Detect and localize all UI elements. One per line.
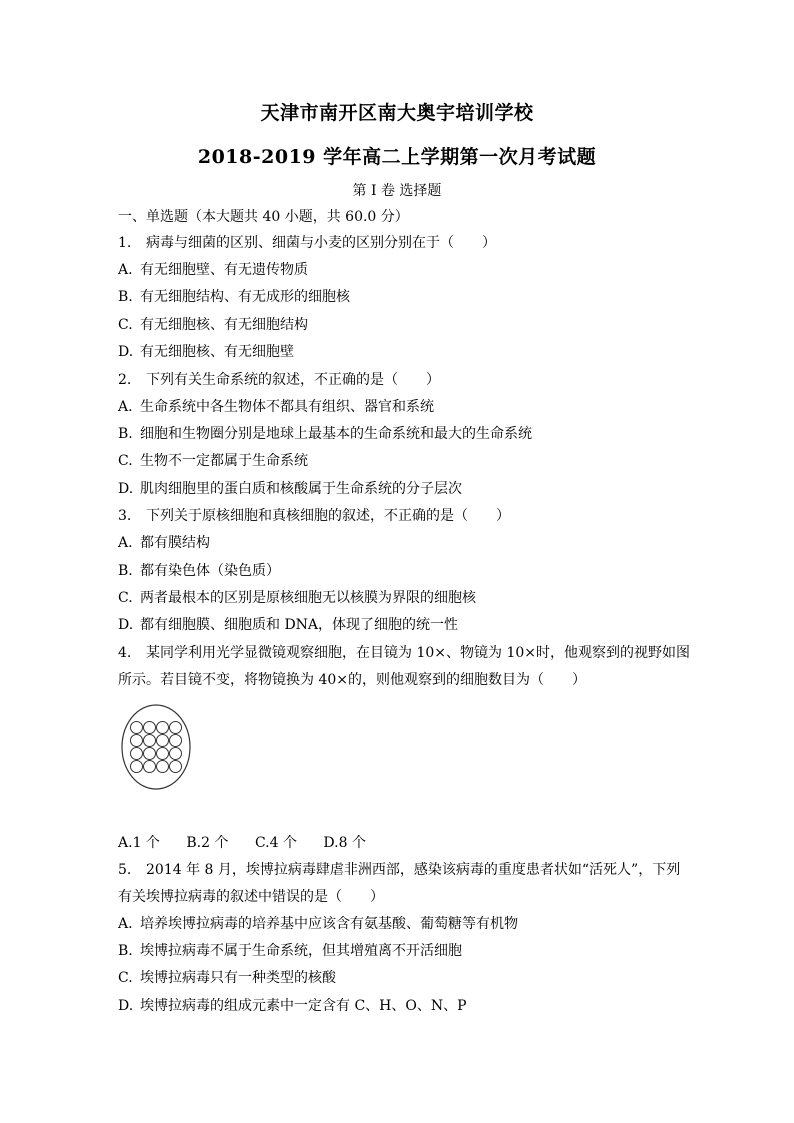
question-number: 3.	[118, 508, 132, 525]
volume-label: 第 I 卷 选择题	[352, 183, 442, 199]
question-text-line2: 有关埃博拉病毒的叙述中错误的是（ ）	[118, 888, 384, 905]
question-stem-continuation	[118, 667, 678, 694]
question-text: 病毒与细菌的区别、细菌与小麦的区别分别在于（ ）	[146, 235, 496, 251]
cell	[170, 734, 182, 746]
option-letter: C.	[118, 453, 133, 470]
option-letter: D.	[323, 834, 339, 851]
option-a	[118, 394, 678, 421]
question-number: 2.	[118, 371, 132, 388]
question-stem	[118, 367, 678, 394]
question-1	[118, 230, 678, 367]
option-text: 两者最根本的区别是原核细胞无以核膜为界限的细胞核	[140, 589, 476, 606]
question-3	[118, 503, 678, 640]
cell	[170, 721, 182, 733]
option-text: 培养埃博拉病毒的培养基中应该含有氨基酸、葡萄糖等有机物	[140, 915, 518, 932]
option-letter: B.	[118, 943, 133, 960]
question-text-line2: 所示。若目镜不变，将物镜换为 40×的，则他观察到的细胞数目为（ ）	[118, 671, 586, 688]
field-of-view-circle	[122, 705, 190, 789]
question-text: 下列关于原核细胞和真核细胞的叙述，不正确的是（ ）	[146, 508, 510, 525]
option-d	[323, 829, 366, 857]
option-b	[186, 829, 228, 857]
option-text: 埃博拉病毒的组成元素中一定含有 C、H、O、N、P	[140, 997, 467, 1014]
cell	[157, 721, 169, 733]
question-5	[118, 857, 681, 1021]
option-d	[118, 612, 678, 639]
option-letter: A.	[118, 915, 133, 932]
option-text: 生物不一定都属于生命系统	[140, 453, 308, 470]
cell-grid	[131, 721, 182, 772]
cell	[144, 760, 156, 772]
option-b	[118, 558, 678, 585]
option-letter: D.	[118, 617, 134, 634]
option-text: 都有细胞膜、细胞质和 DNA，体现了细胞的统一性	[140, 617, 459, 634]
option-b	[118, 938, 678, 965]
option-text: 2 个	[201, 834, 229, 851]
option-letter: C.	[118, 316, 133, 333]
question-stem	[118, 230, 678, 257]
section-heading: 一、单选题（本大题共 40 小题，共 60.0 分）	[118, 209, 409, 225]
question-text: 下列有关生命系统的叙述，不正确的是（ ）	[146, 371, 440, 388]
option-text: 都有膜结构	[140, 535, 210, 552]
option-text: 有无细胞核、有无细胞壁	[140, 344, 294, 361]
question-4	[118, 640, 690, 857]
option-letter: A.	[118, 262, 133, 278]
option-c	[118, 312, 678, 339]
option-letter: C.	[254, 834, 270, 851]
cell	[131, 747, 143, 759]
cell	[157, 760, 169, 772]
option-letter: C.	[118, 589, 133, 606]
microscope-figure	[118, 694, 678, 829]
question-stem	[118, 857, 681, 884]
option-letter: D.	[118, 344, 134, 361]
school-title: 天津市南开区南大奥宇培训学校	[260, 102, 534, 124]
option-text: 4 个	[269, 834, 297, 851]
option-text: 8 个	[338, 834, 366, 851]
cell	[131, 721, 143, 733]
option-text: 埃博拉病毒不属于生命系统，但其增殖离不开活细胞	[140, 943, 462, 960]
option-letter: A.	[118, 398, 133, 415]
option-letter: A.	[118, 535, 133, 552]
option-c	[118, 448, 678, 475]
option-d	[118, 993, 678, 1020]
option-letter: A.	[118, 834, 133, 851]
option-letter: B.	[186, 834, 202, 851]
cell	[157, 747, 169, 759]
option-letter: C.	[118, 970, 133, 987]
options-inline	[118, 829, 678, 857]
option-text: 1 个	[132, 834, 160, 851]
option-text: 生命系统中各生物体不都具有组织、器官和系统	[140, 398, 434, 415]
option-a	[118, 911, 678, 938]
cell	[170, 760, 182, 772]
question-number: 5.	[118, 861, 132, 878]
question-stem-continuation	[118, 884, 678, 911]
option-text: 有无细胞壁、有无遗传物质	[140, 262, 308, 278]
microscope-field-icon	[120, 702, 192, 792]
cell	[144, 721, 156, 733]
cell	[170, 747, 182, 759]
option-letter: B.	[118, 562, 133, 579]
question-number: 1.	[118, 235, 132, 251]
option-d	[118, 339, 678, 366]
option-text: 肌肉细胞里的蛋白质和核酸属于生命系统的分子层次	[140, 480, 462, 497]
option-letter: D.	[118, 997, 134, 1014]
question-stem	[118, 503, 678, 530]
option-text: 有无细胞结构、有无成形的细胞核	[140, 289, 350, 306]
option-text: 埃博拉病毒只有一种类型的核酸	[140, 970, 336, 987]
question-2	[118, 367, 678, 504]
option-b	[118, 284, 678, 311]
option-letter: B.	[118, 289, 133, 306]
option-d	[118, 476, 678, 503]
cell	[131, 734, 143, 746]
option-c	[118, 585, 678, 612]
cell	[157, 734, 169, 746]
option-text: 都有染色体（染色质）	[140, 562, 280, 579]
option-a	[118, 257, 678, 284]
option-b	[118, 421, 678, 448]
cell	[144, 734, 156, 746]
option-a	[118, 829, 160, 857]
question-text-line1: 某同学利用光学显微镜观察细胞，在目镜为 10×、物镜为 10×时，他观察到的视野如图	[146, 644, 690, 661]
option-a	[118, 530, 678, 557]
cell	[144, 747, 156, 759]
question-list	[118, 230, 690, 1020]
option-letter: D.	[118, 480, 134, 497]
question-number: 4.	[118, 644, 132, 661]
option-text: 细胞和生物圈分别是地球上最基本的生命系统和最大的生命系统	[140, 425, 532, 442]
exam-title: 2018-2019 学年高二上学期第一次月考试题	[197, 146, 597, 168]
option-letter: B.	[118, 425, 133, 442]
option-text: 有无细胞核、有无细胞结构	[140, 316, 308, 333]
question-text-line1: 2014 年 8 月，埃博拉病毒肆虐非洲西部，感染该病毒的重度患者状如“活死人”，下列	[146, 861, 681, 878]
question-stem	[118, 640, 690, 667]
option-c	[118, 965, 678, 992]
cell	[131, 760, 143, 772]
option-c	[255, 829, 297, 857]
